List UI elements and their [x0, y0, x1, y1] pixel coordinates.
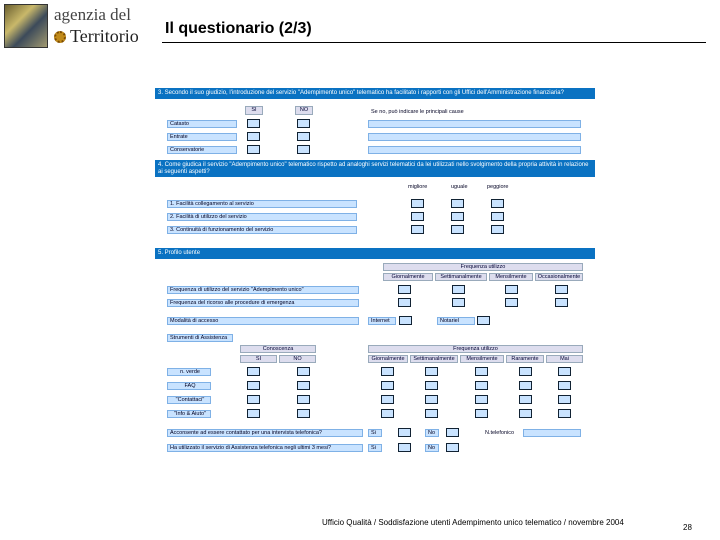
q5-freq2-col-1: Giornalmente	[368, 355, 408, 363]
logo-photo	[4, 4, 48, 48]
q5-t3-f2[interactable]	[425, 395, 438, 404]
slide-title: Il questionario (2/3)	[165, 20, 312, 37]
q4-r1-migliore[interactable]	[411, 199, 424, 208]
q4-r2-peggiore[interactable]	[491, 212, 504, 221]
q5-internet-label: Internet	[368, 317, 396, 325]
q4-row-2: 2. Facilità di utilizzo del servizio	[167, 213, 357, 221]
q5-t3-no[interactable]	[297, 395, 310, 404]
q5-freq-row-2: Frequenza del ricorso alle procedure di emergenza	[167, 299, 359, 307]
q5-t3-f1[interactable]	[381, 395, 394, 404]
q5-t1-si[interactable]	[247, 367, 260, 376]
q4-row-3: 3. Continuità di funzionamento del servizio	[167, 226, 357, 234]
title-rule	[162, 42, 706, 43]
q5-t4-f1[interactable]	[381, 409, 394, 418]
q5-c2-si[interactable]	[398, 443, 411, 452]
logo-gear-icon	[54, 31, 66, 43]
q3-catasto-reason[interactable]	[368, 120, 581, 128]
q3-conservatorie-si[interactable]	[247, 145, 260, 154]
q5-t1-no[interactable]	[297, 367, 310, 376]
q5-t2-f4[interactable]	[519, 381, 532, 390]
logo-line1: agenzia del	[54, 5, 131, 24]
q5-c2-si-label: Si	[368, 444, 382, 452]
q3-si-header: SI	[245, 106, 263, 115]
q5-r2-giornalmente[interactable]	[398, 298, 411, 307]
q5-freq-col-1: Giornalmente	[383, 273, 433, 281]
q5-r1-giornalmente[interactable]	[398, 285, 411, 294]
q5-c2-no[interactable]	[446, 443, 459, 452]
q5-t2-f5[interactable]	[558, 381, 571, 390]
q5-t2-f3[interactable]	[475, 381, 488, 390]
q4-r3-uguale[interactable]	[451, 225, 464, 234]
q5-t2-no[interactable]	[297, 381, 310, 390]
q3-reason-header: Se no, può indicare le principali cause	[371, 109, 464, 115]
q5-tools-label: Strumenti di Assistenza	[167, 334, 233, 342]
q5-t1-f1[interactable]	[381, 367, 394, 376]
q4-r2-uguale[interactable]	[451, 212, 464, 221]
q5-contact-row-2: Ha utilizzato il servizio di Assistenza telefonica negli ultimi 3 mesi?	[167, 444, 363, 452]
q4-col-uguale: uguale	[451, 184, 468, 190]
q5-t2-f1[interactable]	[381, 381, 394, 390]
q4-r1-peggiore[interactable]	[491, 199, 504, 208]
q5-r2-mensilmente[interactable]	[505, 298, 518, 307]
q3-row-catasto: Catasto	[167, 120, 237, 128]
footer-text: Ufficio Qualità / Soddisfazione utenti Adempimento unico telematico / novembre 2004	[322, 518, 624, 527]
q5-tool-4: "Info & Aiuto"	[167, 410, 211, 418]
q5-question: 5. Profilo utente	[155, 248, 595, 259]
q5-t4-si[interactable]	[247, 409, 260, 418]
q5-tool-2: FAQ	[167, 382, 211, 390]
q5-freq2-col-2: Settimanalmente	[410, 355, 458, 363]
page-number: 28	[683, 523, 692, 532]
q5-t3-f3[interactable]	[475, 395, 488, 404]
q5-c2-no-label: No	[425, 444, 439, 452]
q5-freq2-title: Frequenza utilizzo	[368, 345, 583, 353]
q4-r1-uguale[interactable]	[451, 199, 464, 208]
q5-freq2-col-5: Mai	[546, 355, 583, 363]
q5-phone-input[interactable]	[523, 429, 581, 437]
q5-freq2-col-4: Raramente	[506, 355, 544, 363]
questionnaire-form	[155, 86, 595, 462]
q5-tool-1: n. verde	[167, 368, 211, 376]
q5-freq-col-2: Settimanalmente	[435, 273, 487, 281]
q5-access-label: Modalità di accesso	[167, 317, 359, 325]
q5-freq-row-1: Frequenza di utilizzo del servizio "Adempimento unico"	[167, 286, 359, 294]
q5-phone-label: N.telefonico	[485, 430, 515, 436]
q5-t3-f5[interactable]	[558, 395, 571, 404]
q5-t4-f3[interactable]	[475, 409, 488, 418]
q4-col-migliore: migliore	[408, 184, 428, 190]
q5-t1-f5[interactable]	[558, 367, 571, 376]
q5-c1-no-label: No	[425, 429, 439, 437]
q4-row-1: 1. Facilità collegamento al servizio	[167, 200, 357, 208]
q5-t4-no[interactable]	[297, 409, 310, 418]
q5-notariel-label: Notariel	[437, 317, 475, 325]
q5-c1-no[interactable]	[446, 428, 459, 437]
q3-no-header: NO	[295, 106, 313, 115]
q5-r1-occasionalmente[interactable]	[555, 285, 568, 294]
q5-r2-settimanalmente[interactable]	[452, 298, 465, 307]
q3-conservatorie-no[interactable]	[297, 145, 310, 154]
q5-t1-f4[interactable]	[519, 367, 532, 376]
q5-t1-f2[interactable]	[425, 367, 438, 376]
q5-t4-f5[interactable]	[558, 409, 571, 418]
q5-freq-col-3: Mensilmente	[489, 273, 533, 281]
q5-know-no: NO	[279, 355, 316, 363]
q5-know-title: Conoscenza	[240, 345, 316, 353]
q5-internet-checkbox[interactable]	[399, 316, 412, 325]
q5-r1-mensilmente[interactable]	[505, 285, 518, 294]
q5-notariel-checkbox[interactable]	[477, 316, 490, 325]
logo-line2: Territorio	[70, 26, 139, 46]
q3-entrate-reason[interactable]	[368, 133, 581, 141]
q4-col-peggiore: peggiore	[487, 184, 509, 190]
q5-freq-col-4: Occasionalmente	[535, 273, 583, 281]
q3-catasto-no[interactable]	[297, 119, 310, 128]
q4-r3-migliore[interactable]	[411, 225, 424, 234]
q3-entrate-si[interactable]	[247, 132, 260, 141]
q5-freq-title: Frequenza utilizzo	[383, 263, 583, 271]
q5-t2-f2[interactable]	[425, 381, 438, 390]
q3-conservatorie-reason[interactable]	[368, 146, 581, 154]
q3-entrate-no[interactable]	[297, 132, 310, 141]
q3-row-conservatorie: Conservatorie	[167, 146, 237, 154]
q5-c1-si-label: Si	[368, 429, 382, 437]
q5-know-si: SI	[240, 355, 277, 363]
q5-contact-row-1: Acconsente ad essere contattato per una intervista telefonica?	[167, 429, 363, 437]
agency-logo	[4, 4, 150, 48]
q5-t4-f2[interactable]	[425, 409, 438, 418]
q5-t2-si[interactable]	[247, 381, 260, 390]
q3-catasto-si[interactable]	[247, 119, 260, 128]
q5-t4-f4[interactable]	[519, 409, 532, 418]
q4-r3-peggiore[interactable]	[491, 225, 504, 234]
q3-row-entrate: Entrate	[167, 133, 237, 141]
q5-c1-si[interactable]	[398, 428, 411, 437]
q5-r2-occasionalmente[interactable]	[555, 298, 568, 307]
q5-freq2-col-3: Mensilmente	[460, 355, 504, 363]
q3-question: 3. Secondo il suo giudizio, l'introduzione del servizio "Adempimento unico" telematico ha facilitato i rapporti con gli Uffici dell'Amministrazione finanziaria?	[155, 88, 595, 99]
q5-tool-3: "Contattaci"	[167, 396, 211, 404]
q4-question: 4. Come giudica il servizio "Adempimento unico" telematico rispetto ad analoghi servizi telematici da lei utilizzati nello svolgimento della propria attività in relazione ai seguenti aspetti?	[155, 160, 595, 177]
q4-r2-migliore[interactable]	[411, 212, 424, 221]
q5-t3-si[interactable]	[247, 395, 260, 404]
q5-t3-f4[interactable]	[519, 395, 532, 404]
q5-r1-settimanalmente[interactable]	[452, 285, 465, 294]
q5-t1-f3[interactable]	[475, 367, 488, 376]
